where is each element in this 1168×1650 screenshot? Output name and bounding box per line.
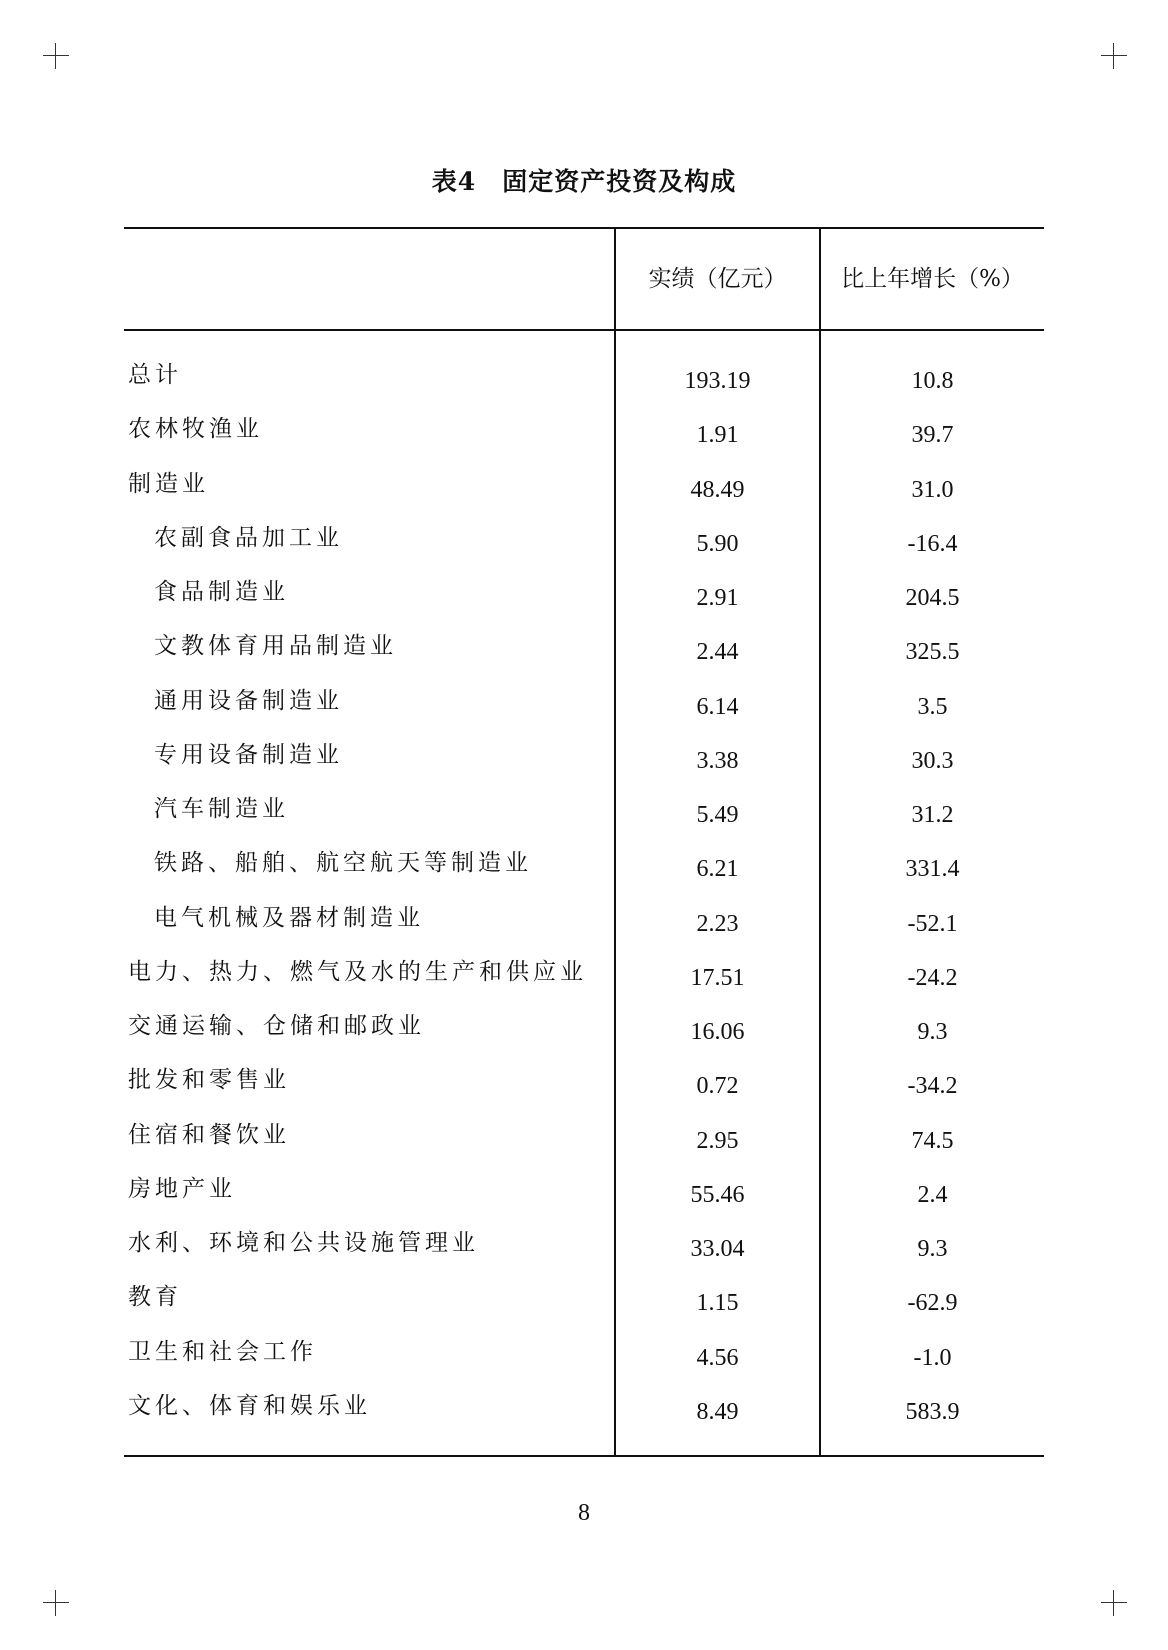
row-growth-value: -52.1 bbox=[907, 910, 958, 937]
table-row bbox=[124, 682, 1044, 736]
row-label: 农副食品加工业 bbox=[154, 524, 343, 551]
row-label: 水利、环境和公共设施管理业 bbox=[128, 1230, 479, 1256]
row-growth-value: 31.2 bbox=[911, 802, 954, 828]
table-row bbox=[124, 953, 1044, 1007]
table-row bbox=[124, 465, 1044, 519]
row-label: 电气机械及器材制造业 bbox=[154, 904, 424, 931]
table-row bbox=[124, 410, 1044, 464]
row-label: 文教体育用品制造业 bbox=[154, 633, 397, 660]
table-row bbox=[124, 519, 1044, 573]
row-label: 制造业 bbox=[128, 470, 209, 497]
crop-mark-top-left bbox=[43, 43, 69, 69]
row-growth-value: 30.3 bbox=[911, 747, 954, 774]
row-actual-value: 193.19 bbox=[684, 368, 751, 394]
row-growth-value: 3.5 bbox=[917, 693, 948, 720]
row-actual-value: 33.04 bbox=[690, 1236, 745, 1262]
row-growth-value: -1.0 bbox=[913, 1344, 952, 1371]
table-row bbox=[124, 844, 1044, 898]
row-actual-value: 2.91 bbox=[696, 585, 739, 611]
table-row bbox=[124, 1278, 1044, 1332]
table-caption: 固定资产投资及构成 bbox=[502, 167, 737, 196]
row-actual-value: 6.14 bbox=[696, 693, 739, 720]
table-row bbox=[124, 1061, 1044, 1115]
row-label: 批发和零售业 bbox=[128, 1067, 290, 1094]
row-label: 通用设备制造业 bbox=[154, 687, 343, 714]
row-actual-value: 1.15 bbox=[696, 1290, 739, 1317]
row-actual-value: 16.06 bbox=[690, 1019, 745, 1045]
table-row bbox=[124, 1116, 1044, 1170]
row-actual-value: 2.44 bbox=[696, 639, 739, 666]
table-title bbox=[0, 162, 1168, 198]
row-label: 交通运输、仓储和邮政业 bbox=[128, 1013, 425, 1039]
row-label: 总计 bbox=[128, 362, 182, 388]
table-row bbox=[124, 573, 1044, 627]
table-row bbox=[124, 1333, 1044, 1387]
row-actual-value: 2.95 bbox=[696, 1127, 739, 1154]
row-label: 卫生和社会工作 bbox=[128, 1338, 317, 1365]
table-row bbox=[124, 1387, 1044, 1441]
row-label: 农林牧渔业 bbox=[128, 416, 263, 443]
table-row bbox=[124, 1170, 1044, 1224]
row-actual-value: 17.51 bbox=[690, 964, 745, 991]
row-label: 汽车制造业 bbox=[154, 796, 289, 822]
row-label: 教育 bbox=[128, 1284, 182, 1311]
table-body bbox=[124, 356, 1044, 1441]
row-growth-value: 9.3 bbox=[917, 1019, 948, 1045]
row-growth-value: 2.4 bbox=[917, 1181, 948, 1208]
row-label: 房地产业 bbox=[128, 1175, 236, 1202]
row-actual-value: 6.21 bbox=[696, 856, 739, 883]
table-row bbox=[124, 899, 1044, 953]
row-growth-value: 331.4 bbox=[905, 856, 960, 883]
row-actual-value: 48.49 bbox=[690, 476, 745, 503]
crop-mark-bottom-right bbox=[1101, 1590, 1127, 1616]
row-actual-value: 8.49 bbox=[696, 1398, 739, 1425]
row-growth-value: 583.9 bbox=[905, 1398, 960, 1425]
row-growth-value: 10.8 bbox=[911, 368, 954, 394]
row-growth-value: 31.0 bbox=[911, 476, 954, 503]
row-label: 住宿和餐饮业 bbox=[128, 1121, 290, 1148]
table-row bbox=[124, 790, 1044, 844]
table-number: 表4 bbox=[431, 167, 477, 196]
table-row bbox=[124, 736, 1044, 790]
row-growth-value: -16.4 bbox=[907, 530, 958, 557]
row-actual-value: 5.90 bbox=[696, 530, 739, 557]
row-label: 专用设备制造业 bbox=[154, 741, 343, 768]
row-actual-value: 1.91 bbox=[696, 422, 739, 449]
row-actual-value: 3.38 bbox=[696, 747, 739, 774]
row-label: 文化、体育和娱乐业 bbox=[128, 1392, 371, 1419]
row-label: 食品制造业 bbox=[154, 579, 289, 605]
row-growth-value: -24.2 bbox=[907, 964, 958, 991]
header-growth: 比上年增长（%） bbox=[841, 266, 1024, 292]
row-label: 铁路、船舶、航空航天等制造业 bbox=[154, 850, 532, 877]
row-actual-value: 55.46 bbox=[690, 1181, 745, 1208]
row-growth-value: -62.9 bbox=[907, 1290, 958, 1317]
header-actual: 实绩（亿元） bbox=[648, 266, 787, 292]
row-actual-value: 5.49 bbox=[696, 802, 739, 828]
page-number: 8 bbox=[578, 1500, 590, 1526]
row-label: 电力、热力、燃气及水的生产和供应业 bbox=[128, 958, 587, 985]
row-growth-value: -34.2 bbox=[907, 1073, 958, 1100]
table-row bbox=[124, 1007, 1044, 1061]
row-growth-value: 39.7 bbox=[911, 422, 954, 449]
table-header bbox=[124, 229, 1044, 331]
row-actual-value: 2.23 bbox=[696, 910, 739, 937]
row-actual-value: 0.72 bbox=[696, 1073, 739, 1100]
table-row bbox=[124, 356, 1044, 410]
row-growth-value: 325.5 bbox=[905, 639, 960, 666]
crop-mark-bottom-left bbox=[43, 1590, 69, 1616]
investment-table bbox=[124, 227, 1044, 1457]
row-growth-value: 204.5 bbox=[905, 585, 960, 611]
table-row bbox=[124, 1224, 1044, 1278]
row-growth-value: 74.5 bbox=[911, 1127, 954, 1154]
row-actual-value: 4.56 bbox=[696, 1344, 739, 1371]
table-row bbox=[124, 627, 1044, 681]
crop-mark-top-right bbox=[1101, 43, 1127, 69]
row-growth-value: 9.3 bbox=[917, 1236, 948, 1262]
